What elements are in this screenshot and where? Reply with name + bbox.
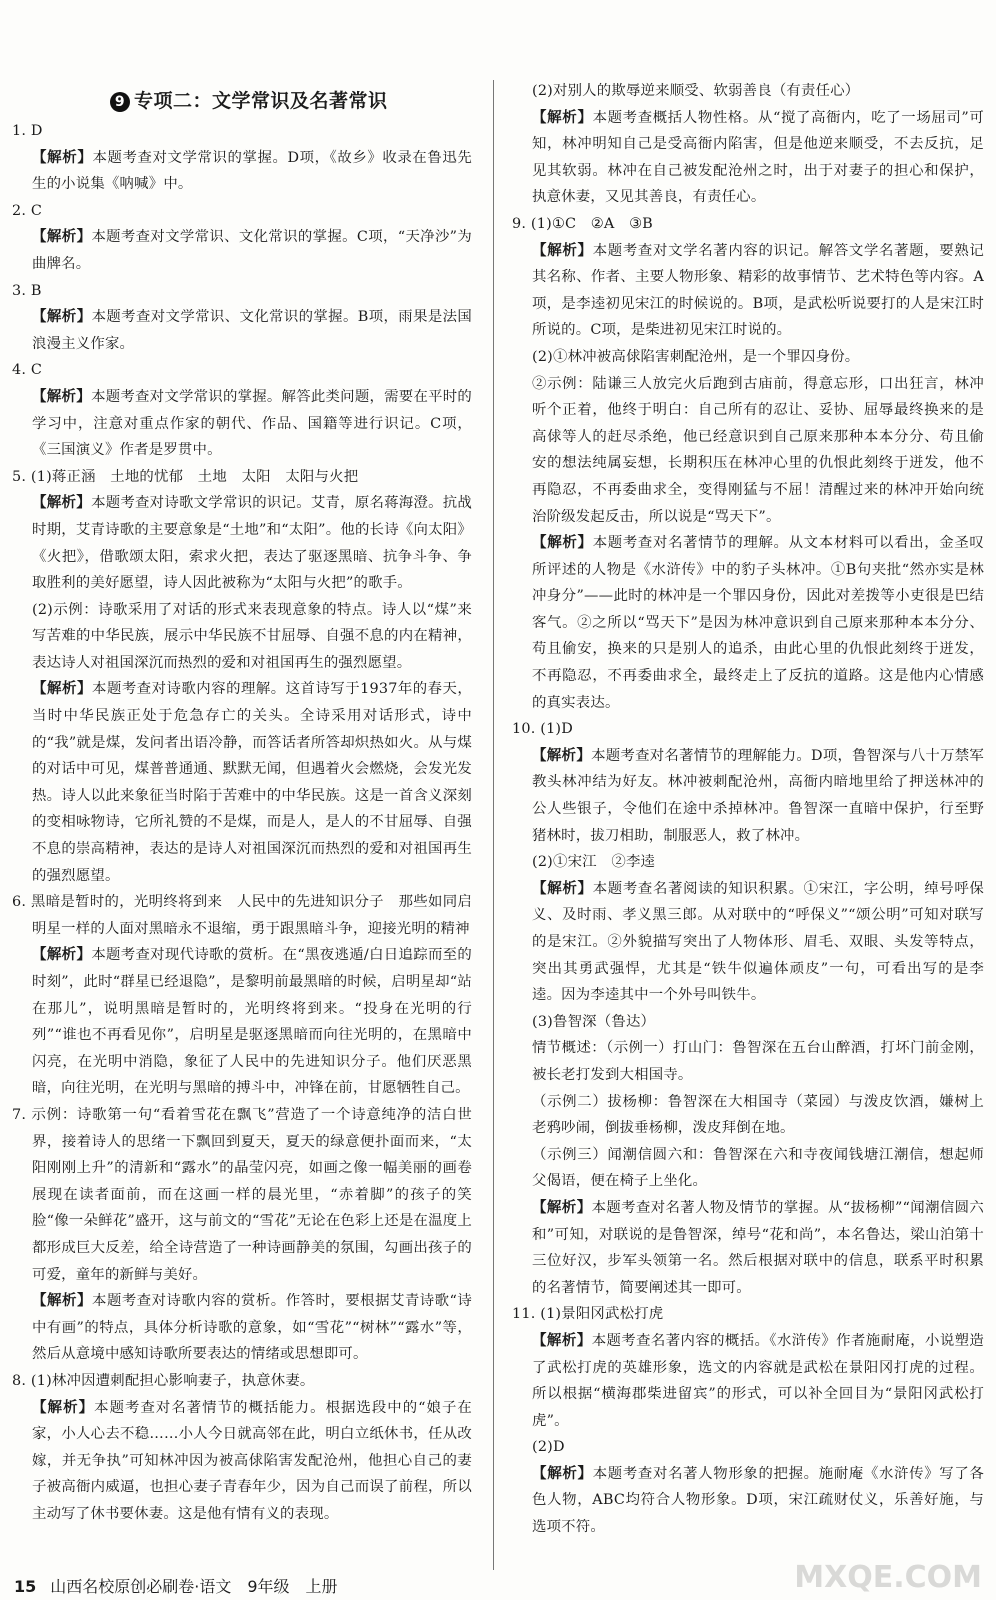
analysis-paragraph <box>12 1395 472 1528</box>
analysis-tag: 【 解析 】 <box>32 947 91 963</box>
analysis-text: 本题考查对现代诗歌的赏析。在“黑夜逃遁/白日追踪而至的时刻”，此时“群星已经退隐”，是黎明前最黑暗的时候，启明星却“站在那儿”，说明黑暗是暂时的，光明终将到来。“投身在光明的行列”“谁也不再看见你”，启明星是驱逐黑暗而向往光明的，在黑暗中闪亮，在光明中消隐，象征了人民中的先进知识分子。他们厌恶黑暗，向往光明，在光明与黑暗的搏斗中，冲锋在前，甘愿牺牲自己。 <box>32 947 472 1097</box>
analysis-text: 本题考查对名著人物及情节的掌握。从“拔杨柳”“闻潮信圆六和”可知，对联说的是鲁智深，绰号“花和尚”，本名鲁达，梁山泊第十三位好汉，步军头领第一名。然后根据对联中的信息，联系平时积累的名著情节，简要阐述其一即可。 <box>532 1199 985 1296</box>
answer-paragraph: （示例二）拔杨柳：鲁智深在大相国寺（菜园）与泼皮饮酒，嫌树上老鸦吵闹，倒拔垂杨柳，泼皮拜倒在地。 <box>532 1093 984 1137</box>
analysis-tag: 【 解析 】 <box>532 535 593 551</box>
analysis-text: 本题考查对文学常识、文化常识的掌握。C项，“天净沙”为曲牌名。 <box>32 229 472 272</box>
analysis-paragraph <box>512 876 984 1009</box>
analysis-text: 本题考查对诗歌文学常识的识记。艾青，原名蒋海澄。抗战时期，艾青诗歌的主要意象是“土地”和“太阳”。他的长诗《向太阳》《火把》，借歌颂太阳，索求火把，表达了驱逐黑暗、抗争斗争、争取胜利的美好愿望，诗人因此被称为“太阳与火把”的歌手。 <box>32 495 472 592</box>
analysis-text: 本题考查对文学常识的掌握。解答此类问题，需要在平时的学习中，注意对重点作家的朝代、作品、国籍等进行识记。C项，《三国演义》作者是罗贯中。 <box>32 388 472 459</box>
analysis-paragraph <box>12 1288 472 1368</box>
section-title <box>110 86 388 113</box>
analysis-paragraph <box>512 743 984 849</box>
analysis-tag: 【 解析 】 <box>32 229 91 245</box>
analysis-tag: 【 解析 】 <box>532 1333 592 1349</box>
analysis-text: 本题考查对名著情节的理解。从文本材料可以看出，金圣叹所评述的人物是《水浒传》中的豹子头林冲。①B句夹批“然亦实是林冲身分”——此时的林冲是一个罪囚身份，因此对差拨等小吏很是巴结客气。②之所以“骂天下”是因为林冲意识到自己原来那种本本分分、苟且偷安，换来的只是别人的追杀，由此心里的仇恨此刻终于迸发，不再隐忍，不再委曲求全，最终走上了反抗的道路。这是他内心情感的真实表达。 <box>532 535 985 711</box>
analysis-tag: 【 解析 】 <box>32 1400 94 1416</box>
analysis-text: 本题考查对名著情节的理解能力。D项，鲁智深与八十万禁军教头林冲结为好友。林冲被刺配沧州，高衙内暗地里给了押送林冲的公人些银子，令他们在途中杀掉林冲。鲁智深一直暗中保护，行至野猪林时，拔刀相助，制服恶人，救了林冲。 <box>532 747 985 844</box>
analysis-text: 本题考查对名著情节的概括能力。根据选段中的“娘子在家，小人心去不稳……小人今日就高邻在此，明白立纸休书，任从改嫁，并无争执”可知林冲因为被高俅陷害发配沧州，他担心自己的妻子被高衙内威逼，也担心妻子青春年少，因为自己而误了前程，所以主动写了休书要休妻。这是他有情有义的表现。 <box>32 1399 473 1522</box>
question-answer: 4. C <box>12 362 43 379</box>
analysis-paragraph <box>512 105 984 211</box>
analysis-tag: 【 解析 】 <box>532 1466 593 1482</box>
question-answer: 6. 黑暗是暂时的，光明终将到来 人民中的先进知识分子 那些如同启明星一样的人面对黑暗永不退缩，勇于跟黑暗斗争，迎接光明的精神 <box>12 894 472 937</box>
analysis-text: 本题考查对诗歌内容的理解。这首诗写于1937年的春天，当时中华民族正处于危急存亡的关头。全诗采用对话形式，诗中的“我”就是煤，发问者出语冷静，而答话者所答却炽热如火。从与煤的对话中可见，煤普普通通、默默无闻，但遇着火会燃烧，会发光发热。诗人以此来象征当时陷于苦难中的中华民族。这是一首含义深刻的变相咏物诗，它所礼赞的不是煤，而是人，是人的不甘屈辱、自强不息的崇高精神，表达的是诗人对祖国深沉而热烈的爱和对祖国再生的强烈愿望。 <box>32 681 473 884</box>
analysis-text: 本题考查对文学名著内容的识记。解答文学名著题，要熟记其名称、作者、主要人物形象、精彩的故事情节、艺术特色等内容。A项，是李逵初见宋江的时候说的。B项，是武松听说要打的人是宋江时所说的。C项，是柴进初见宋江时说的。 <box>532 242 985 339</box>
left-column <box>12 118 472 1527</box>
analysis-tag: 【 解析 】 <box>532 881 593 897</box>
analysis-paragraph <box>512 530 984 716</box>
question-answer: 5. (1)蒋正涵 土地的忧郁 土地 太阳 太阳与火把 <box>12 468 359 485</box>
analysis-paragraph <box>512 1461 984 1541</box>
question-answer: 11. (1)景阳冈武松打虎 <box>512 1306 664 1323</box>
analysis-text: 本题考查对文学常识的掌握。D项，《故乡》收录在鲁迅先生的小说集《呐喊》中。 <box>32 149 472 193</box>
answer-paragraph: (2)D <box>532 1439 565 1456</box>
analysis-paragraph <box>512 1195 984 1301</box>
analysis-tag: 【 解析 】 <box>32 681 92 697</box>
analysis-tag: 【 解析 】 <box>32 389 91 405</box>
question-answer: 1. D <box>12 123 43 139</box>
analysis-tag: 【 解析 】 <box>32 150 92 166</box>
section-number-badge: 9 <box>110 92 130 112</box>
question-answer: 3. B <box>12 282 42 299</box>
analysis-tag: 【 解析 】 <box>532 110 593 126</box>
analysis-text: 本题考查名著阅读的知识积累。①宋江，字公明，绰号呼保义、及时雨、孝义黑三郎。从对联中的“呼保义”“颂公明”可知对联写的是宋江。②外貌描写突出了人物体形、眉毛、双眼、头发等特点，突出其勇武强悍，尤其是“铁牛似遍体顽皮”一句，可看出写的是李逵。因为李逵其中一个外号叫铁牛。 <box>532 880 985 1004</box>
analysis-tag: 【 解析 】 <box>32 1293 92 1309</box>
analysis-paragraph <box>12 224 472 277</box>
analysis-tag: 【 解析 】 <box>532 243 593 259</box>
analysis-paragraph <box>512 1328 984 1434</box>
analysis-paragraph <box>12 942 472 1102</box>
question-answer: 2. C <box>12 202 43 219</box>
analysis-text: 本题考查对文学常识、文化常识的掌握。B项，雨果是法国浪漫主义作家。 <box>32 309 473 352</box>
analysis-tag: 【 解析 】 <box>32 309 92 325</box>
page-footer <box>14 1574 338 1597</box>
question-answer: 10. (1)D <box>512 721 573 738</box>
answer-paragraph: (2)①林冲被高俅陷害刺配沧州，是一个罪囚身份。 <box>532 348 860 365</box>
analysis-tag: 【 解析 】 <box>532 1200 592 1216</box>
right-column <box>512 78 984 1541</box>
answer-paragraph: (2)①宋江 ②李逵 <box>532 854 656 871</box>
analysis-paragraph <box>12 490 472 596</box>
answer-paragraph: （示例三）闻潮信圆六和：鲁智深在六和寺夜闻钱塘江潮信，想起师父偈语，便在椅子上坐化。 <box>532 1146 984 1190</box>
analysis-text: 本题考查对诗歌内容的赏析。作答时，要根据艾青诗歌“诗中有画”的特点，具体分析诗歌的意象，如“雪花”“树林”“露水”等，然后从意境中感知诗歌所要表达的情绪或思想即可。 <box>32 1293 473 1363</box>
column-divider <box>493 80 494 1570</box>
answer-paragraph: ②示例：陆谦三人放完火后跑到古庙前，得意忘形，口出狂言，林冲听个正着，他终于明白：自己所有的忍让、妥协、屈辱最终换来的是高俅等人的赶尽杀绝，他已经意识到自己原来那种本本分分、苟且偷安的想法纯属妄想，长期积压在林冲心里的仇恨此刻终于迸发，他不再隐忍，不再委曲求全，变得刚猛与不屈！清醒过来的林冲开始向统治阶级发起反击，所以说是“骂天下”。 <box>532 375 984 525</box>
footer-book-title: 山西名校原创必刷卷·语文 9年级 上册 <box>50 1577 338 1596</box>
analysis-tag: 【 解析 】 <box>32 495 91 511</box>
analysis-paragraph <box>12 304 472 357</box>
analysis-paragraph <box>12 676 472 889</box>
page-number: 15 <box>14 1577 37 1596</box>
analysis-paragraph <box>512 238 984 344</box>
answer-paragraph: (2)对别人的欺辱逆来顺受、软弱善良（有责任心） <box>532 83 860 99</box>
analysis-tag: 【 解析 】 <box>532 748 591 764</box>
analysis-text: 本题考查概括人物性格。从“搅了高衙内，吃了一场屈司”可知，林冲明知自己是受高衙内陷害，但是他逆来顺受，不去反抗，足见其软弱。林冲在自己被发配沧州之时，出于对妻子的担心和保护，执意休妻，又见其善良，有责任心。 <box>532 109 985 206</box>
question-answer: 8. (1)林冲因遭刺配担心影响妻子，执意休妻。 <box>12 1372 315 1389</box>
analysis-paragraph <box>12 145 472 198</box>
analysis-text: 本题考查对名著人物形象的把握。施耐庵《水浒传》写了各色人物，ABC均符合人物形象。D项，宋江疏财仗义，乐善好施，与选项不符。 <box>532 1465 985 1536</box>
watermark: MXQE.COM <box>794 1560 982 1595</box>
answer-paragraph: (2)示例：诗歌采用了对话的形式来表现意象的特点。诗人以“煤”来写苦难的中华民族，展示中华民族不甘屈辱、自强不息的内在精神，表达诗人对祖国深沉而热烈的爱和对祖国再生的强烈愿望。 <box>32 601 472 671</box>
question-answer: 7. 示例：诗歌第一句“看着雪花在飘飞”营造了一个诗意纯净的洁白世界，接着诗人的思绪一下飘回到夏天，夏天的绿意便扑面而来，“太阳刚刚上升”的清新和“露水”的晶莹闪亮，如画之像一幅美丽的画卷展现在读者面前，而在这画一样的晨光里，“赤着脚”的孩子的笑脸“像一朵鲜花”盛开，这与前文的“雪花”无论在色彩上还是在温度上都形成巨大反差，给全诗营造了一种诗画静美的氛围，勾画出孩子的可爱，童年的新鲜与美好。 <box>12 1106 472 1283</box>
question-answer: 9. (1)①C ②A ③B <box>512 215 653 232</box>
section-title-text: 专项二：文学常识及名著常识 <box>134 90 388 112</box>
analysis-paragraph <box>12 384 472 464</box>
answer-paragraph: (3)鲁智深（鲁达） <box>532 1013 656 1030</box>
answer-paragraph: 情节概述：（示例一）打山门：鲁智深在五台山醉酒，打坏门前金刚，被长老打发到大相国寺。 <box>532 1040 984 1083</box>
analysis-text: 本题考查名著内容的概括。《水浒传》作者施耐庵，小说塑造了武松打虎的英雄形象，选文的内容就是武松在景阳冈打虎的过程。所以根据“横海郡柴进留宾”的形式，可以补全回目为“景阳冈武松打虎”。 <box>532 1332 985 1429</box>
